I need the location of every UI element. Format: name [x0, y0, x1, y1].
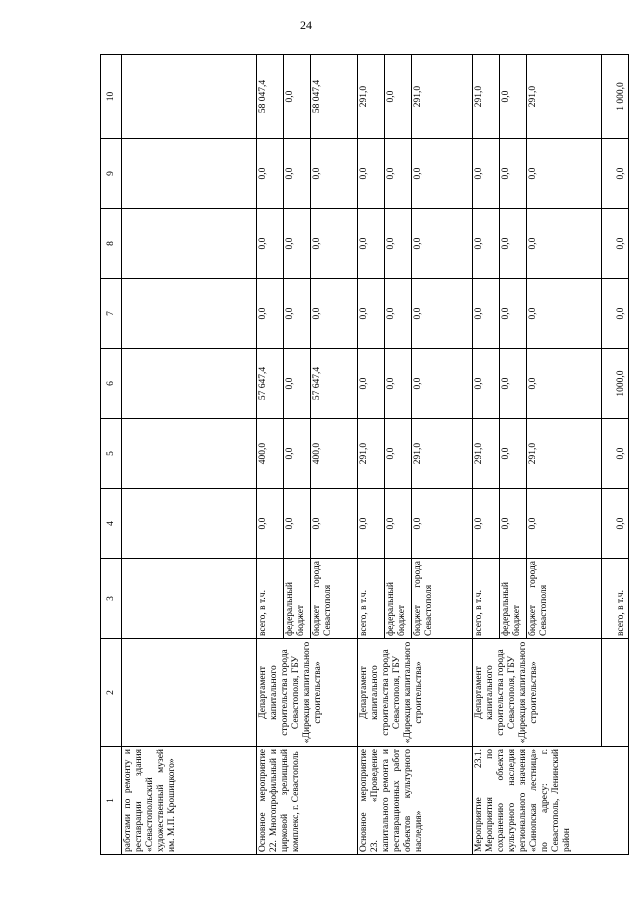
value-cell: 0,0 [257, 139, 284, 209]
value-cell: 291,0 [527, 419, 602, 489]
value-cell: 291,0 [412, 419, 473, 489]
value-cell: 0,0 [412, 349, 473, 419]
value-cell: 0,0 [358, 349, 385, 419]
value-cell: 0,0 [473, 489, 500, 559]
value-cell: 0,0 [284, 209, 311, 279]
value-cell: 0,0 [412, 209, 473, 279]
rotated-table-container [100, 55, 626, 855]
value-cell: 0,0 [412, 139, 473, 209]
funding-source: федеральный бюджет [500, 559, 527, 639]
value-cell: 0,0 [358, 139, 385, 209]
value-cell: 0,0 [284, 55, 311, 139]
value-cell: 0,0 [284, 489, 311, 559]
value-cell: 0,0 [311, 279, 358, 349]
value-cell: 291,0 [527, 55, 602, 139]
value-cell: 0,0 [527, 279, 602, 349]
header-row [101, 55, 122, 855]
header-cell: 8 [101, 209, 122, 279]
value-cell: 0,0 [500, 349, 527, 419]
measure-name: Мероприятие 23.1. Мероприятия по сохранению объекта культурного наследия регионального значения «Синопская лестница» по адресу: г. Севастополь, Ленинский район [473, 747, 629, 855]
value-cell: 0,0 [257, 489, 284, 559]
funding-source: всего, в т.ч. [602, 559, 629, 639]
value-cell: 0,0 [412, 279, 473, 349]
value-cell: 400,0 [311, 419, 358, 489]
value-cell: 400,0 [257, 419, 284, 489]
value-cell: 0,0 [473, 209, 500, 279]
measure-name: Основное мероприятие 22. Многопрофильный и цирковой зрелищный комплекс, г. Севастополь [257, 747, 358, 855]
value-cell: 0,0 [500, 419, 527, 489]
value-cell: 1 000,0 [602, 55, 629, 139]
value-cell: 0,0 [284, 419, 311, 489]
funding-source: всего, в т.ч. [257, 559, 284, 639]
value-cell: 0,0 [385, 139, 412, 209]
value-cell: 0,0 [311, 489, 358, 559]
page-number: 24 [300, 18, 312, 32]
value-cell: 0,0 [527, 349, 602, 419]
value-cell: 57 647,4 [257, 349, 284, 419]
table-row [473, 55, 500, 855]
value-cell: 0,0 [602, 279, 629, 349]
value-cell: 58 047,4 [257, 55, 284, 139]
value-cell: 0,0 [385, 209, 412, 279]
header-cell: 1 [101, 747, 122, 855]
value-cell: 0,0 [257, 209, 284, 279]
value-cell: 0,0 [473, 279, 500, 349]
header-cell: 7 [101, 279, 122, 349]
executor: Департамент капитального строительства города Севастополя, ГБУ «Дирекция капитального строительства» [257, 639, 358, 747]
funding-source: федеральный бюджет [385, 559, 412, 639]
value-cell: 1000,0 [602, 349, 629, 419]
value-cell: 0,0 [284, 139, 311, 209]
value-cell: 0,0 [284, 349, 311, 419]
value-cell: 0,0 [473, 139, 500, 209]
table-row [122, 55, 257, 855]
value-cell: 0,0 [257, 279, 284, 349]
value-cell: 0,0 [602, 139, 629, 209]
header-cell: 2 [101, 639, 122, 747]
value-cell: 0,0 [385, 419, 412, 489]
funding-source: бюджет города Севастополя [527, 559, 602, 639]
table-row [602, 55, 629, 855]
value-cell: 0,0 [358, 489, 385, 559]
funding-source: федеральный бюджет [284, 559, 311, 639]
funding-source: всего, в т.ч. [473, 559, 500, 639]
value-cell: 0,0 [602, 419, 629, 489]
value-cell: 0,0 [311, 209, 358, 279]
value-cell: 0,0 [602, 489, 629, 559]
header-cell: 10 [101, 55, 122, 139]
value-cell: 0,0 [527, 209, 602, 279]
value-cell: 291,0 [473, 55, 500, 139]
funding-source: всего, в т.ч. [358, 559, 385, 639]
value-cell: 0,0 [358, 279, 385, 349]
value-cell: 0,0 [473, 349, 500, 419]
value-cell: 0,0 [385, 279, 412, 349]
header-cell: 6 [101, 349, 122, 419]
executor: Департамент капитального строительства города Севастополя, ГБУ «Дирекция капитального строительства» [473, 639, 602, 747]
value-cell: 0,0 [500, 55, 527, 139]
header-cell: 5 [101, 419, 122, 489]
measure-name: работами по ремонту и реставрации здания «Севастопольский художественный музей им. М.П. Крошицкого» [122, 747, 257, 855]
value-cell: 0,0 [284, 279, 311, 349]
value-cell: 291,0 [473, 419, 500, 489]
table-row [257, 55, 284, 855]
header-cell: 3 [101, 559, 122, 639]
table-row [358, 55, 385, 855]
value-cell: 0,0 [385, 349, 412, 419]
funding-source: бюджет города Севастополя [311, 559, 358, 639]
value-cell: 57 647,4 [311, 349, 358, 419]
value-cell: 0,0 [527, 139, 602, 209]
value-cell: 291,0 [358, 55, 385, 139]
value-cell: 0,0 [500, 209, 527, 279]
value-cell: 0,0 [500, 279, 527, 349]
funding-source: бюджет города Севастополя [412, 559, 473, 639]
value-cell: 291,0 [358, 419, 385, 489]
measure-name: Основное мероприятие 23. «Проведение капитального ремонта и реставрационных работ объектов культурного наследия» [358, 747, 473, 855]
header-cell: 9 [101, 139, 122, 209]
value-cell: 291,0 [412, 55, 473, 139]
value-cell: 0,0 [311, 139, 358, 209]
value-cell: 0,0 [358, 209, 385, 279]
executor: Департамент капитального строительства города Севастополя, ГБУ «Дирекция капитального строительства» [358, 639, 473, 747]
value-cell: 0,0 [527, 489, 602, 559]
value-cell: 0,0 [500, 139, 527, 209]
budget-table [100, 54, 629, 855]
header-cell: 4 [101, 489, 122, 559]
value-cell: 0,0 [385, 489, 412, 559]
value-cell: 0,0 [500, 489, 527, 559]
value-cell: 0,0 [412, 489, 473, 559]
value-cell: 58 047,4 [311, 55, 358, 139]
value-cell: 0,0 [602, 209, 629, 279]
value-cell: 0,0 [385, 55, 412, 139]
